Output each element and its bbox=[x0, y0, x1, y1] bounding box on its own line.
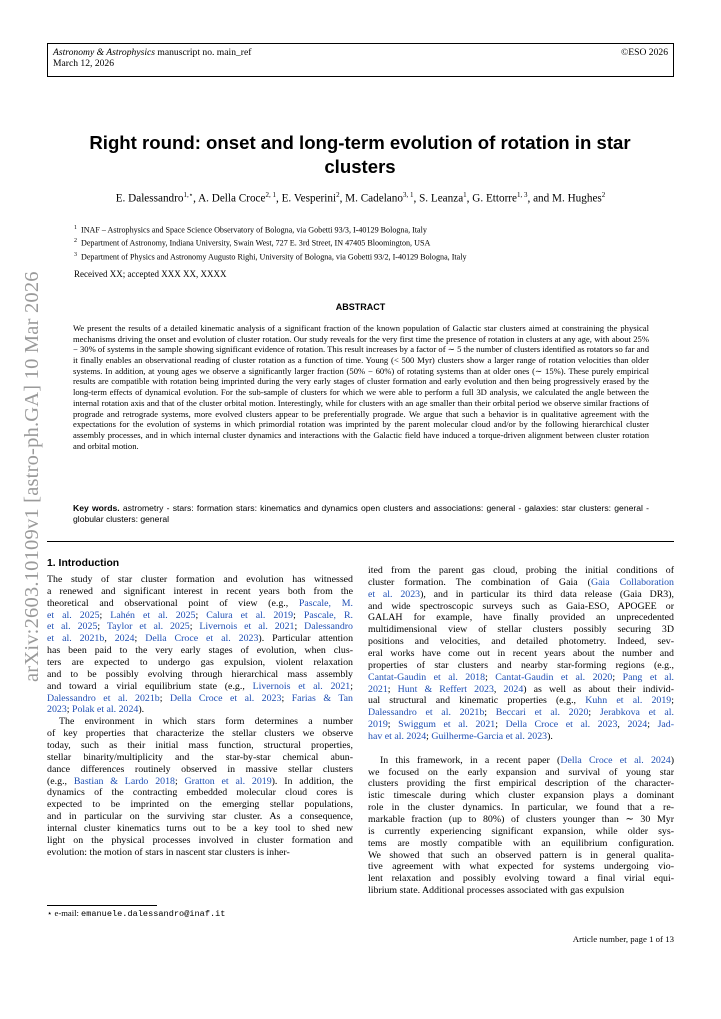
citation-link[interactable]: hav et al. 2024 bbox=[368, 731, 427, 743]
author-name: E. Dalessandro bbox=[115, 192, 184, 205]
copyright: ©ESO 2026 bbox=[621, 47, 668, 58]
page-footer: Article number, page 1 of 13 bbox=[572, 934, 674, 944]
citation-link[interactable]: Polak et al. 2024 bbox=[71, 704, 139, 716]
citation-link[interactable]: 2021 bbox=[368, 683, 388, 695]
footnote-label: e-mail: bbox=[54, 908, 79, 918]
citation-link[interactable]: Dalessandro et al. 2021b bbox=[368, 707, 485, 719]
arxiv-id: arXiv:2603.10109v1 [astro-ph.GA] 10 Mar 2026 bbox=[21, 271, 43, 682]
text-line: we focused on the early expansion and survival of young star bbox=[368, 766, 674, 778]
footnote-email[interactable]: emanuele.dalessandro@inaf.it bbox=[81, 909, 226, 919]
text-line: ited from the parent gas cloud, probing the initial conditions of bbox=[368, 565, 674, 576]
citation-link[interactable]: Pascale, R. bbox=[303, 609, 354, 621]
citation-link[interactable]: Pang et al. bbox=[622, 671, 675, 683]
citation-link[interactable]: Gaia Collaboration bbox=[590, 576, 674, 588]
author-affiliation-mark: 1 bbox=[463, 191, 467, 199]
author-affiliation-mark: 1,⋆ bbox=[183, 191, 194, 199]
title-line-2: clusters bbox=[324, 156, 396, 177]
citation-link[interactable]: Della Croce et al. 2023 bbox=[505, 719, 618, 731]
author-name: A. Della Croce bbox=[198, 192, 266, 205]
text-line: of key properties that characterize the stellar clusters we observe bbox=[47, 728, 353, 740]
affiliation-item bbox=[74, 223, 674, 236]
text-line: et al. 2025; Lahén et al. 2025; Calura et al. 2019; Pascale, R. bbox=[47, 609, 354, 621]
author-affiliation-mark: 1, 3 bbox=[517, 191, 528, 199]
footnote-rule bbox=[47, 905, 157, 906]
manuscript-id: manuscript no. main_ref bbox=[157, 47, 252, 58]
citation-link[interactable]: Della Croce et al. 2023 bbox=[169, 692, 282, 704]
text-line: Dalessandro et al. 2021b; Della Croce et al. 2023; Farias & Tan bbox=[47, 692, 353, 704]
citation-link[interactable]: Swiggum et al. 2021 bbox=[398, 719, 496, 731]
text-line: internal cluster kinematics turns out to be a key tool to shed new bbox=[47, 823, 353, 835]
text-line: stellar binarity/multiplicity and the star-by-star chemical abun- bbox=[47, 751, 353, 763]
author-name: E. Vesperini bbox=[281, 192, 337, 205]
citation-link[interactable]: Cantat-Gaudin et al. 2018 bbox=[368, 671, 486, 683]
text-line: tive agreement with what expected for systems undergoing vio- bbox=[368, 861, 674, 873]
text-line: The study of star cluster formation and evolution has witnessed bbox=[47, 574, 353, 585]
author-affiliation-mark: 2 bbox=[336, 191, 340, 199]
affiliation-text: INAF – Astrophysics and Space Science Observatory of Bologna, via Gobetti 93/3, I-40129 Bologna, Italy bbox=[81, 225, 427, 235]
citation-link[interactable]: Livernois et al. 2021 bbox=[199, 621, 295, 633]
text-line: light on the physical processes involved in cluster formation and bbox=[47, 834, 353, 846]
text-line: dynamics of the contracting embedded molecular cloud cores is bbox=[47, 787, 353, 799]
text-line: In this framework, in a recent paper (Della Croce et al. 2024) bbox=[380, 754, 674, 766]
text-line: istic timescale during which cluster expansion plays a dominant bbox=[368, 790, 674, 802]
citation-link[interactable]: 2024 bbox=[627, 719, 648, 731]
footnote-mark: ⋆ bbox=[47, 908, 53, 918]
journal-name: Astronomy & Astrophysics bbox=[53, 47, 155, 58]
author-name: M. Hughes bbox=[552, 192, 602, 205]
citation-link[interactable]: Dalessandro et al. 2021b bbox=[47, 692, 160, 704]
text-line: positions and velocities, and detailed photometry. Indeed, sev- bbox=[368, 636, 674, 648]
affiliations bbox=[74, 223, 674, 263]
citation-link[interactable]: Jad- bbox=[657, 719, 675, 731]
received-line: Received XX; accepted XXX XX, XXXX bbox=[74, 269, 227, 279]
citation-link[interactable]: Guilherme-Garcia et al. 2023 bbox=[431, 731, 548, 743]
text-line: GALAH for example, have finally provided an unprecedented bbox=[368, 612, 674, 624]
text-line bbox=[368, 743, 674, 755]
text-line: tems are mostly compatible with an equilibrium configuration. bbox=[368, 837, 674, 849]
citation-link[interactable]: 2023 bbox=[47, 704, 67, 716]
text-line: hav et al. 2024; Guilherme-Garcia et al. 2023). bbox=[368, 731, 553, 743]
citation-link[interactable]: Della Croce et al. 2024 bbox=[560, 754, 671, 766]
text-line: cluster formation. The combination of Gaia (Gaia Collaboration bbox=[368, 576, 674, 588]
text-line: properties of star clusters and nearby star-forming regions (e.g., bbox=[368, 659, 674, 671]
text-line: role in the cluster dynamics. In particular, we found that a re- bbox=[368, 802, 674, 814]
affiliation-item bbox=[74, 250, 674, 263]
citation-link[interactable]: Bastian & Lardo 2018 bbox=[73, 775, 175, 787]
right-column bbox=[368, 565, 674, 897]
citation-link[interactable]: Della Croce et al. 2023 bbox=[145, 633, 259, 645]
citation-link[interactable]: 2019 bbox=[368, 719, 388, 731]
affiliation-text: Department of Physics and Astronomy Augusto Righi, University of Bologna, via Gobetti 93/2, I-40129 Bologna, Italy bbox=[81, 252, 467, 262]
section-divider bbox=[47, 541, 674, 542]
section-title: 1. Introduction bbox=[47, 558, 120, 569]
header-left bbox=[53, 47, 251, 69]
text-line: Cantat-Gaudin et al. 2018; Cantat-Gaudin et al. 2020; Pang et al. bbox=[368, 671, 675, 683]
citation-link[interactable]: et al. 2023 bbox=[368, 588, 421, 600]
author-list: E. Dalessandro$^{1,⋆}$, A. Della Croce$^{2, 1}$, E. Vesperini$^2$, M. Cadelano$^{3, 1}$, S. Leanza$^1$, G. Ettorre$^{1, 3}$, and M. Hughes$^2$ bbox=[115, 191, 606, 205]
citation-link[interactable]: et al. 2025 bbox=[47, 621, 98, 633]
text-line: expected to be imprinted on the emerging stellar populations, bbox=[47, 799, 353, 811]
text-line: 2019; Swiggum et al. 2021; Della Croce et al. 2023, 2024; Jad- bbox=[368, 719, 675, 731]
citation-link[interactable]: et al. 2025 bbox=[47, 609, 100, 621]
citation-link[interactable]: Calura et al. 2019 bbox=[206, 609, 294, 621]
text-line: clusters providing the first empirical description of the character- bbox=[368, 778, 674, 790]
keywords-text: astrometry - stars: formation stars: kinematics and dynamics open clusters and associations: general - galaxies: star clusters: general - globular clusters: general bbox=[73, 503, 649, 524]
affiliation-text: Department of Astronomy, Indiana University, Swain West, 727 E. 3rd Street, IN 47405 Bloomington, USA bbox=[81, 239, 431, 249]
author-affiliation-mark: 3, 1 bbox=[402, 191, 414, 199]
footnote bbox=[47, 908, 225, 919]
affiliation-item bbox=[74, 236, 674, 249]
citation-link[interactable]: et al. 2021b bbox=[47, 633, 105, 645]
text-line: et al. 2021b, 2024; Della Croce et al. 2023). Particular attention bbox=[47, 633, 354, 645]
text-line: eral works have come out in recent years about the number and bbox=[368, 648, 674, 660]
keywords-label: Key words. bbox=[73, 503, 120, 513]
text-line: Dalessandro et al. 2021b; Beccari et al. 2020; Jerabkova et al. bbox=[368, 707, 674, 719]
citation-link[interactable]: Cantat-Gaudin et al. 2020 bbox=[495, 671, 613, 683]
citation-link[interactable]: Pascale, M. bbox=[298, 597, 353, 609]
citation-link[interactable]: Dalessandro bbox=[304, 621, 353, 633]
citation-link[interactable]: Taylor et al. 2025 bbox=[106, 621, 190, 633]
text-line: et al. 2025; Taylor et al. 2025; Livernois et al. 2021; Dalessandro bbox=[47, 621, 353, 633]
author-affiliation-mark: 2, 1 bbox=[265, 191, 276, 199]
text-line: 2021; Hunt & Reffert 2023, 2024) as well as about their individ- bbox=[368, 683, 675, 695]
author-affiliation-mark: 2 bbox=[601, 191, 606, 199]
text-line: and to be possibly evolving through hierarchical mass assembly bbox=[47, 668, 353, 680]
author-name: G. Ettorre bbox=[472, 192, 517, 205]
citation-link[interactable]: Hunt & Reffert 2023 bbox=[397, 683, 494, 695]
text-line: We showed that such an observed pattern is in general qualita- bbox=[368, 849, 674, 861]
text-line: and toward a virial equilibrium state (e.g., Livernois et al. 2021; bbox=[47, 680, 353, 692]
text-line: lent relaxation and possibly evolving toward a final virial equi- bbox=[368, 873, 674, 885]
abstract-heading: ABSTRACT bbox=[335, 302, 386, 312]
text-line: ters are expected to undergo gas expulsion, violent relaxation bbox=[47, 657, 353, 669]
text-line: today, such as their initial mass function, structural properties, bbox=[47, 740, 353, 752]
text-line: (e.g., Bastian & Lardo 2018; Gratton et al. 2019). In addition, the bbox=[47, 775, 353, 787]
citation-link[interactable]: Beccari et al. 2020 bbox=[495, 707, 589, 719]
affiliation-number: 2 bbox=[74, 238, 77, 245]
affiliation-number: 1 bbox=[74, 225, 77, 231]
citation-link[interactable]: Lahén et al. 2025 bbox=[110, 609, 196, 621]
citation-link[interactable]: 2024 bbox=[114, 633, 135, 645]
text-line: markable fraction (up to 80%) of clusters younger than ∼ 30 Myr bbox=[368, 814, 674, 826]
text-line: ual structural and kinematic properties (e.g., Kuhn et al. 2019; bbox=[368, 695, 674, 707]
text-line: and wide spectroscopic surveys such as Gaia-ESO, APOGEE or bbox=[368, 600, 674, 612]
text-line: multidimensional view of stellar clusters possibly securing 3D bbox=[368, 624, 674, 636]
citation-link[interactable]: 2024 bbox=[503, 683, 524, 695]
citation-link[interactable]: Livernois et al. 2021 bbox=[252, 680, 351, 692]
text-line: dance differences routinely observed in massive stellar clusters bbox=[47, 763, 353, 775]
text-line: a renewed and significant interest in recent years both from the bbox=[47, 585, 353, 597]
author-name: M. Cadelano bbox=[345, 192, 403, 205]
author-name: S. Leanza bbox=[419, 192, 464, 205]
citation-link[interactable]: Gratton et al. 2019 bbox=[184, 775, 272, 787]
text-line: librium state. Additional processes associated with gas expulsion bbox=[368, 885, 625, 897]
text-line: has been paid to the very early stages of evolution, when clus- bbox=[47, 645, 353, 657]
citation-link[interactable]: Farias & Tan bbox=[291, 692, 353, 704]
title-line-1: Right round: onset and long-term evolution of rotation in star bbox=[89, 132, 631, 153]
left-column bbox=[47, 574, 353, 859]
paper-title bbox=[60, 131, 660, 179]
text-line: evolution: the motion of stars in nascent star clusters is inher- bbox=[47, 846, 290, 858]
text-line: theoretical and observational point of view (e.g., Pascale, M. bbox=[47, 597, 353, 609]
abstract-text: We present the results of a detailed kinematic analysis of a significant fraction of the known population of Galactic star clusters aimed at constraining the physical mechanisms driving the onset and evolution of cluster rotation. Our study reveals for the very first time the presence of rotation in clusters at any age, with about 25% − 30% of systems in the sample showing significant evidence of rotation. This result increases by a factor of ∼ 5 the number of clusters identified as rotators so far and it finally enables an observational reading of cluster rotation as a function of time. Young (< 500 Myr) clusters show a larger range of rotation velocities than older systems. In addition, at young ages we observe a significantly larger fraction (50% − 60%) of rotating systems than at older ones (∼ 15%). These purely empirical results are compatible with rotation being imprinted during the very early stages of cluster formation and early evolution and then being progressively erased by the long-term effects of dynamical evolution. For the sub-sample of clusters for which we were able to perform a full 3D analysis, we calculated the angle between the internal rotation axis and that of the cluster orbital motion. Interestingly, while for clusters with an age smaller than their orbital period we observe similar fractions of prograde and retrograde systems, more evolved clusters appear to be preferentially prograde. We argue that such a behavior is in qualitative agreement with the expectations for the evolution of systems in which primordial rotation was imprinted by the parent molecular cloud and/or by the following hierarchical cluster assembly processes, and in which internal cluster dynamics and interactions with the Galactic field have induced a torque-driven alignment between cluster rotation and orbital motion. bbox=[73, 323, 649, 451]
manuscript-header bbox=[47, 43, 674, 77]
citation-link[interactable]: Jerabkova et al. bbox=[599, 707, 674, 719]
text-line: 2023; Polak et al. 2024). bbox=[47, 704, 145, 716]
manuscript-date: March 12, 2026 bbox=[53, 58, 115, 69]
citation-link[interactable]: Kuhn et al. 2019 bbox=[585, 695, 672, 707]
keywords bbox=[73, 503, 649, 524]
text-line: is currently experiencing significant expansion, while older sys- bbox=[368, 825, 674, 837]
affiliation-number: 3 bbox=[74, 251, 77, 258]
text-line: The environment in which stars form determines a number bbox=[59, 716, 353, 728]
text-line: et al. 2023), and in particular its third data release (Gaia DR3), bbox=[368, 588, 674, 600]
text-line: and in particular on the surviving star cluster. As a consequence, bbox=[47, 811, 353, 823]
